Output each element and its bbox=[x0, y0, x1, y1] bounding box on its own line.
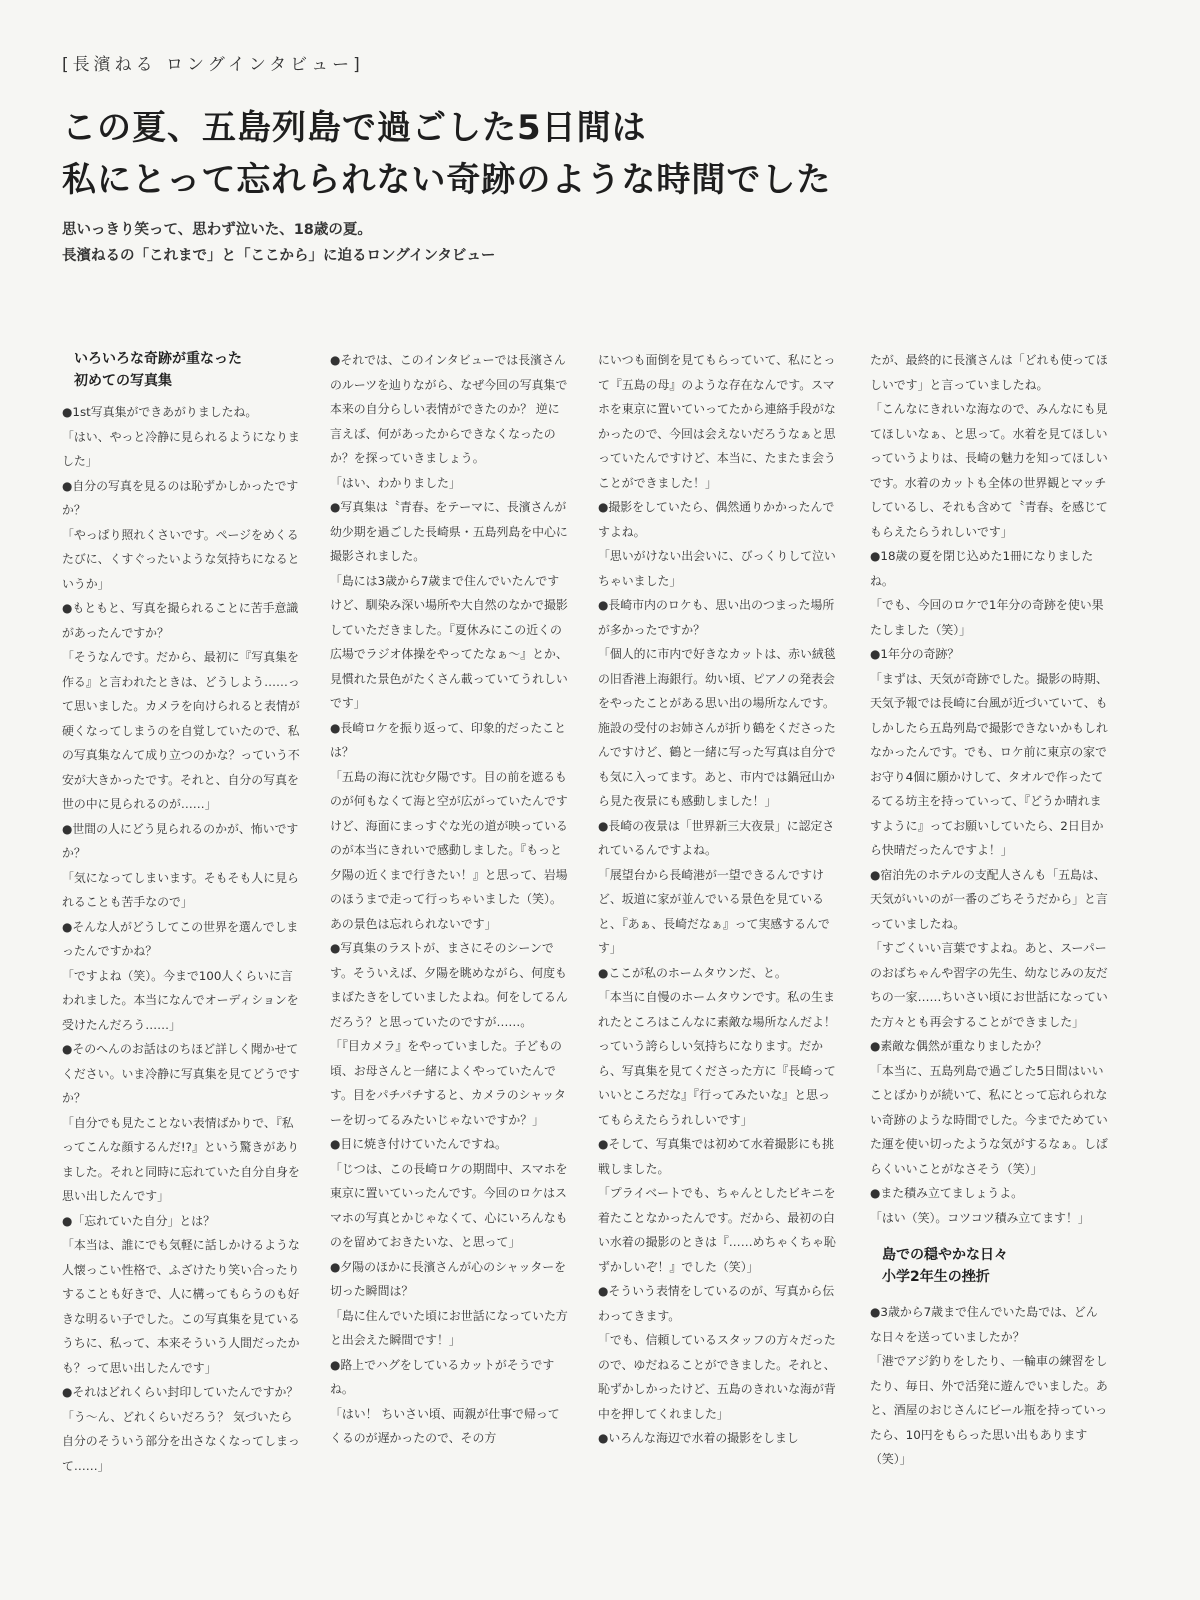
interview-answer: 「本当に、五島列島で過ごした5日間はいいことばかりが続いて、私にとって忘れられない奇跡のような時間でした。今までためていた運を使い切ったような気がするなぁ。しばらくいいことがなさそう（笑）」 bbox=[870, 1063, 1108, 1176]
interview-question: ●目に焼き付けていたんですね。 bbox=[330, 1137, 507, 1151]
column-2 bbox=[330, 348, 568, 1588]
headline-line-2: 私にとって忘れられない奇跡のような時間でした bbox=[62, 160, 832, 200]
interview-question: ●素敵な偶然が重なりましたか？ bbox=[870, 1039, 1047, 1053]
interview-answer: 「やっぱり照れくさいです。ページをめくるたびに、くすぐったいような気持ちになるというか」 bbox=[62, 527, 300, 591]
interview-answer: 「本当に自慢のホームタウンです。私の生まれたところはこんなに素敵な場所なんだよ！っていう誇らしい気持ちになります。だから、写真集を見てくださった方に『長崎っていいところだな』『行ってみたいな』と思ってもらえたらうれしいです」 bbox=[598, 990, 836, 1127]
interview-answer: 「思いがけない出会いに、びっくりして泣いちゃいました」 bbox=[598, 549, 836, 588]
article-columns bbox=[62, 348, 1152, 1588]
interview-answer: 「ですよね（笑）。今まで100人くらいに言われました。本当になんでオーディションを受けたんだろう……」 bbox=[62, 968, 299, 1032]
interview-question: ●長崎ロケを振り返って、印象的だったことは？ bbox=[330, 720, 567, 759]
interview-question: ●写真集のラストが、まさにそのシーンです。そういえば、夕陽を眺めながら、何度もまばたきをしていましたよね。何をしてるんだろう？と思っていたのですが……。 bbox=[330, 941, 568, 1029]
interview-answer: 「じつは、この長崎ロケの期間中、スマホを東京に置いていったんです。今回のロケはスマホの写真とかじゃなくて、心にいろんなものを留めておきたいな、と思って」 bbox=[330, 1161, 568, 1249]
column-4-body-bottom bbox=[870, 1300, 1108, 1472]
interview-question: ●写真集は〝青春〟をテーマに、長濱さんが幼少期を過ごした長崎県・五島列島を中心に撮影されました。 bbox=[330, 500, 568, 563]
interview-question: ●ここが私のホームタウンだ、と。 bbox=[598, 965, 787, 980]
interview-answer: 「島には3歳から7歳まで住んでいたんですけど、馴染み深い場所や大自然のなかで撮影していただきました。『夏休みにこの近くの広場でラジオ体操をやってたなぁ〜』とか、見慣れた景色がたくさん載っていてうれしいです」 bbox=[330, 573, 568, 710]
interview-answer: 「はい、やっと冷静に見られるようになりました」 bbox=[62, 429, 300, 468]
interview-question: ●そういう表情をしているのが、写真から伝わってきます。 bbox=[598, 1284, 835, 1323]
section-heading-2 bbox=[882, 1244, 1108, 1288]
interview-question: ●長崎の夜景は「世界新三大夜景」に認定されているんですよね。 bbox=[598, 818, 835, 857]
headline bbox=[62, 102, 1162, 206]
section-heading-1-line-2: 初めての写真集 bbox=[74, 373, 172, 389]
interview-answer: 「はい！ ちいさい頃、両親が仕事で帰ってくるのが遅かったので、その方 bbox=[330, 1406, 560, 1445]
interview-answer: 「はい（笑）。コツコツ積み立てます！」 bbox=[870, 1210, 1090, 1225]
column-1 bbox=[62, 348, 300, 1588]
interview-answer: 「でも、信頼しているスタッフの方々だったので、ゆだねることができました。それと、恥ずかしかったけど、五島のきれいな海が背中を押してくれました」 bbox=[598, 1333, 836, 1421]
interview-answer: 「個人的に市内で好きなカットは、赤い絨毯の旧香港上海銀行。幼い頃、ピアノの発表会をやったことがある思い出の場所なんです。施設の受付のお姉さんが折り鶴をくださったんですけど、鶴と一緒に写った写真は自分でも気に入ってます。あと、市内では鍋冠山から見た夜景にも感動しました！」 bbox=[598, 647, 836, 808]
kicker: [長濱ねる ロングインタビュー] bbox=[62, 55, 364, 75]
column-1-body bbox=[62, 400, 300, 1478]
interview-question: ●また積み立てましょうよ。 bbox=[870, 1186, 1024, 1200]
interview-answer: 「展望台から長崎港が一望できるんですけど、坂道に家が並んでいる景色を見ていると、『あぁ、長崎だなぁ』って実感するんです」 bbox=[598, 867, 830, 955]
interview-question: ●1st写真集ができあがりましたね。 bbox=[62, 405, 258, 419]
interview-answer: 「まずは、天気が奇跡でした。撮影の時期、天気予報では長崎に台風が近づいていて、もしかしたら五島列島で撮影できないかもしれなかったんです。でも、ロケ前に東京の家でお守り4個に願かけして、タオルで作ったてるてる坊主を持っていって、『どうか晴れますように』ってお願いしていたら、2日目から快晴だったんですよ！」 bbox=[870, 671, 1108, 857]
interview-answer: 「自分でも見たことない表情ばかりで、『私ってこんな顔するんだ!?』という驚きがありました。それと同時に忘れていた自分自身を思い出したんです」 bbox=[62, 1115, 300, 1203]
interview-question: ●撮影をしていたら、偶然通りかかったんですよね。 bbox=[598, 500, 835, 539]
interview-answer: たが、最終的に長濱さんは「どれも使ってほしいです」と言っていましたね。 bbox=[870, 353, 1108, 392]
interview-answer: 「すごくいい言葉ですよね。あと、スーパーのおばちゃんや習字の先生、幼なじみの友だちの一家……ちいさい頃にお世話になっていた方々とも再会することができました」 bbox=[870, 941, 1108, 1029]
interview-answer: にいつも面倒を見てもらっていて、私にとって『五島の母』のような存在なんです。スマホを東京に置いていってたから連絡手段がなかったので、今回は会えないだろうなぁと思っていたんですけど、本当に、たまたま会うことができました！」 bbox=[598, 353, 836, 490]
interview-answer: 「気になってしまいます。そもそも人に見られることも苦手なので」 bbox=[62, 870, 299, 909]
interview-question: ●自分の写真を見るのは恥ずかしかったですか？ bbox=[62, 478, 299, 517]
interview-question: ●「忘れていた自分」とは？ bbox=[62, 1213, 216, 1228]
interview-question: ●それはどれくらい封印していたんですか？ bbox=[62, 1385, 299, 1399]
interview-answer: 「う〜ん、どれくらいだろう？ 気づいたら自分のそういう部分を出さなくなってしまって……」 bbox=[62, 1409, 300, 1473]
interview-answer: 「『目カメラ』をやっていました。子どもの頃、お母さんと一緒によくやっていたんです。目をパチパチすると、カメラのシャッターを切ってるみたいじゃないですか？」 bbox=[330, 1039, 566, 1127]
section-heading-2-line-2: 小学2年生の挫折 bbox=[882, 1269, 990, 1285]
column-3 bbox=[598, 348, 836, 1588]
interview-question: ●そして、写真集では初めて水着撮影にも挑戦しました。 bbox=[598, 1137, 835, 1176]
interview-question: ●長崎市内のロケも、思い出のつまった場所が多かったですか？ bbox=[598, 598, 835, 637]
interview-question: ●それでは、このインタビューでは長濱さんのルーツを辿りながら、なぜ今回の写真集で本来の自分らしい表情ができたのか？ 逆に言えば、何があったからできなくなったのか？を探っていきましょう。 bbox=[330, 353, 568, 465]
lead-line-2: 長濱ねるの「これまで」と「ここから」に迫るロングインタビュー bbox=[62, 248, 496, 264]
interview-question: ●もともと、写真を撮られることに苦手意識があったんですか？ bbox=[62, 601, 299, 640]
interview-question: ●そんな人がどうしてこの世界を選んでしまったんですかね？ bbox=[62, 919, 299, 958]
lead-line-1: 思いっきり笑って、思わず泣いた、18歳の夏。 bbox=[62, 222, 372, 238]
interview-question: ●18歳の夏を閉じ込めた1冊になりましたね。 bbox=[870, 549, 1094, 588]
column-4-body-top bbox=[870, 348, 1108, 1230]
lead bbox=[62, 217, 1162, 269]
interview-question: ●いろんな海辺で水着の撮影をしまし bbox=[598, 1431, 799, 1445]
column-3-body bbox=[598, 348, 836, 1451]
interview-question: ●夕陽のほかに長濱さんが心のシャッターを切った瞬間は？ bbox=[330, 1259, 567, 1298]
interview-answer: 「そうなんです。だから、最初に『写真集を作る』と言われたときは、どうしよう……って思いました。カメラを向けられると表情が硬くなってしまうのを自覚していたので、私の写真集なんて成り立つのかな？っていう不安が大きかったです。それと、自分の写真を世の中に見られるのが……」 bbox=[62, 650, 300, 811]
section-heading-1 bbox=[74, 348, 300, 392]
interview-question: ●路上でハグをしているカットがそうですね。 bbox=[330, 1357, 555, 1396]
interview-answer: 「プライベートでも、ちゃんとしたビキニを着たことなかったんです。だから、最初の白い水着の撮影のときは『……めちゃくちゃ恥ずかしいぞ！』でした（笑）」 bbox=[598, 1186, 836, 1274]
interview-question: ●1年分の奇跡？ bbox=[870, 647, 960, 661]
interview-answer: 「島に住んでいた頃にお世話になっていた方と出会えた瞬間です！」 bbox=[330, 1308, 568, 1347]
interview-answer: 「本当は、誰にでも気軽に話しかけるような人懐っこい性格で、ふざけたり笑い合ったりすることも好きで、人に構ってもらうのも好きな明るい子でした。この写真集を見ているうちに、私って、本来そういう人間だったかも？って思い出したんです」 bbox=[62, 1238, 300, 1375]
interview-answer: 「はい、わかりました」 bbox=[330, 475, 461, 490]
interview-question: ●宿泊先のホテルの支配人さんも「五島は、天気がいいのが一番のごちそうだから」と言っていましたね。 bbox=[870, 867, 1108, 931]
section-heading-1-line-1: いろいろな奇跡が重なった bbox=[74, 351, 242, 367]
interview-question: ●3歳から7歳まで住んでいた島では、どんな日々を送っていましたか？ bbox=[870, 1305, 1098, 1344]
section-heading-2-line-1: 島での穏やかな日々 bbox=[882, 1247, 1008, 1263]
interview-answer: 「五島の海に沈む夕陽です。目の前を遮るものが何もなくて海と空が広がっていたんですけど、海面にまっすぐな光の道が映っているのが本当にきれいで感動しました。『もっと夕陽の近くまで行きたい！』と思って、岩場のほうまで走って行っちゃいました（笑）。あの景色は忘れられないです」 bbox=[330, 769, 568, 931]
column-2-body bbox=[330, 348, 568, 1451]
interview-answer: 「でも、今回のロケで1年分の奇跡を使い果たしました（笑）」 bbox=[870, 598, 1104, 637]
interview-answer: 「こんなにきれいな海なので、みんなにも見てほしいなぁ、と思って。水着を見てほしいっていうよりは、長崎の魅力を知ってほしいです。水着のカットも全体の世界観とマッチしているし、それも含めて〝青春〟を感じてもらえたらうれしいです」 bbox=[870, 402, 1108, 539]
interview-answer: 「港でアジ釣りをしたり、一輪車の練習をしたり、毎日、外で活発に遊んでいました。あと、酒屋のおじさんにビール瓶を持っていったら、10円をもらった思い出もあります（笑）」 bbox=[870, 1354, 1108, 1466]
interview-question: ●世間の人にどう見られるのかが、怖いですか？ bbox=[62, 821, 299, 860]
column-4 bbox=[870, 348, 1108, 1588]
headline-line-1: この夏、五島列島で過ごした5日間は bbox=[62, 108, 647, 148]
interview-question: ●そのへんのお話はのちほど詳しく聞かせてください。いま冷静に写真集を見てどうですか？ bbox=[62, 1042, 300, 1105]
